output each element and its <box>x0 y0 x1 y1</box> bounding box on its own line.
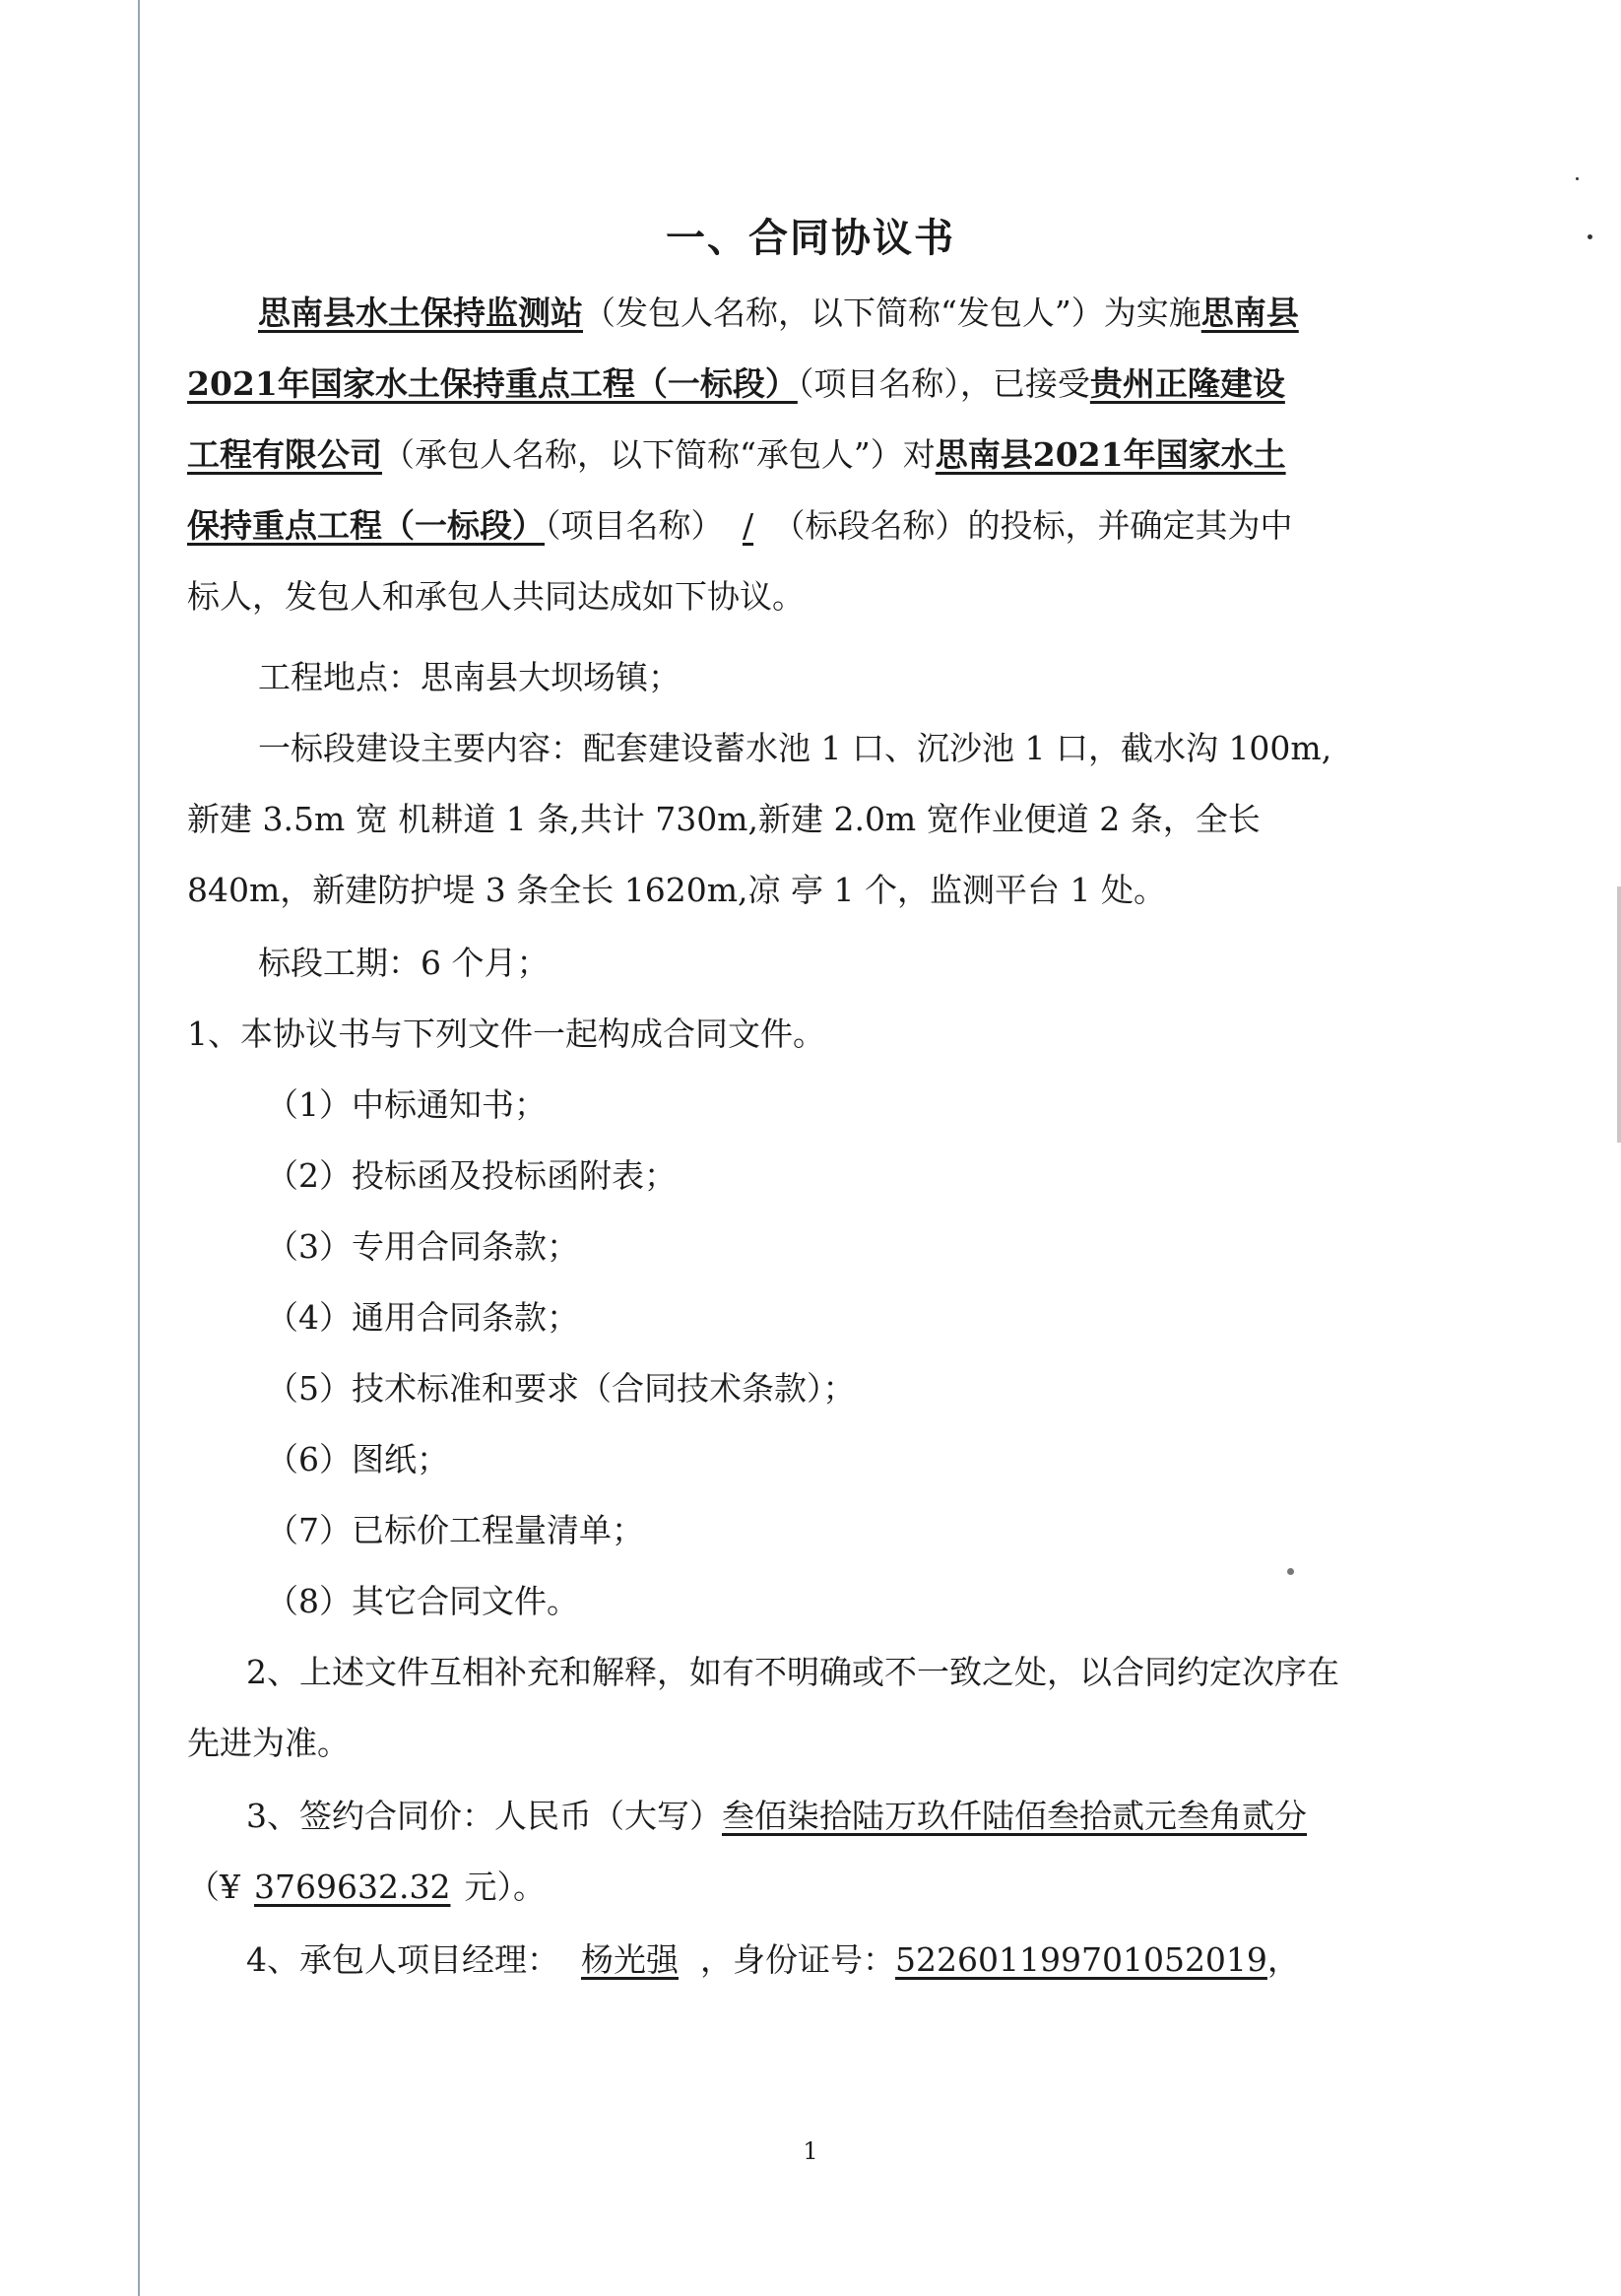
price-open: （¥ <box>187 1868 240 1906</box>
intro-line-3 <box>187 437 1467 473</box>
contract-price-words: 叁佰柒拾陆万玖仟陆佰叁拾贰元叁角贰分 <box>722 1797 1307 1835</box>
id-number: 522601199701052019 <box>895 1940 1267 1979</box>
project-label-2: （项目名称） <box>545 506 724 545</box>
binding-line <box>138 0 140 2296</box>
scan-speck <box>1576 177 1579 180</box>
document-item-1: （1）中标通知书； <box>266 1085 547 1124</box>
content-line-3: 840m，新建防护堤 3 条全长 1620m,凉 亭 1 个，监测平台 1 处。 <box>187 871 1166 909</box>
document-item-5: （5）技术标准和要求（合同技术条款）； <box>266 1369 856 1408</box>
project2-part1: 思南县2021年国家水土 <box>935 435 1286 474</box>
document-title: 一、合同协议书 <box>666 216 955 261</box>
content-line-2: 新建 3.5m 宽 机耕道 1 条,共计 730m,新建 2.0m 宽作业便道 2 条，全长 <box>187 800 1261 838</box>
document-item-3: （3）专用合同条款； <box>266 1227 579 1266</box>
project-manager-name: 杨光强 <box>581 1940 679 1979</box>
employer-suffix: （发包人名称，以下简称“发包人”）为实施 <box>583 294 1201 332</box>
id-number-label: ，身份证号： <box>700 1940 895 1979</box>
clause-4 <box>246 1942 1526 1978</box>
contractor-part1: 贵州正隆建设 <box>1089 364 1285 403</box>
page-number: 1 <box>803 2137 818 2165</box>
project-name-part2: 2021年国家水土保持重点工程（一标段） <box>187 364 798 403</box>
intro-line-1 <box>258 295 1538 331</box>
clause-2-line-2: 先进为准。 <box>187 1724 350 1762</box>
work-location: 工程地点：思南县大坝场镇； <box>258 658 681 696</box>
clause-2-line-1: 2、上述文件互相补充和解释，如有不明确或不一致之处，以合同约定次序在 <box>246 1653 1339 1691</box>
clause-4-end: ， <box>1266 1940 1300 1979</box>
project-label-1: （项目名称），已接受 <box>797 364 1090 403</box>
contract-price-number: 3769632.32 <box>254 1868 451 1906</box>
contractor-suffix: （承包人名称，以下简称“承包人”）对 <box>382 435 936 474</box>
clause-3-line-2 <box>187 1870 1467 1905</box>
intro-line-5: 标人，发包人和承包人共同达成如下协议。 <box>187 577 805 616</box>
document-item-8: （8）其它合同文件。 <box>266 1582 579 1620</box>
clause-3-line-1 <box>246 1799 1526 1834</box>
document-item-2: （2）投标函及投标函附表； <box>266 1156 677 1195</box>
clause-1: 1、本协议书与下列文件一起构成合同文件。 <box>187 1015 825 1053</box>
document-item-7: （7）已标价工程量清单； <box>266 1511 644 1549</box>
scan-speck <box>1287 1568 1294 1575</box>
section-duration: 标段工期：6 个月； <box>258 944 550 982</box>
price-close: 元）。 <box>464 1868 546 1906</box>
project-name-part1: 思南县 <box>1200 294 1299 332</box>
content-line-1: 一标段建设主要内容：配套建设蓄水池 1 口、沉沙池 1 口，截水沟 100m, <box>258 729 1332 767</box>
document-item-6: （6）图纸； <box>266 1440 449 1478</box>
section-name: / <box>742 506 754 545</box>
project2-part2: 保持重点工程（一标段） <box>187 506 545 545</box>
employer-name: 思南县水土保持监测站 <box>258 294 583 332</box>
section-label: （标段名称）的投标，并确定其为中 <box>772 506 1293 545</box>
document-item-4: （4）通用合同条款； <box>266 1298 579 1337</box>
contractor-part2: 工程有限公司 <box>187 435 382 474</box>
project-manager-label: 4、承包人项目经理： <box>246 1940 559 1979</box>
intro-line-4 <box>187 508 1467 544</box>
intro-line-2 <box>187 366 1467 402</box>
contract-price-label: 3、签约合同价：人民币（大写） <box>246 1797 722 1835</box>
scan-edge-shadow <box>1617 886 1621 1143</box>
